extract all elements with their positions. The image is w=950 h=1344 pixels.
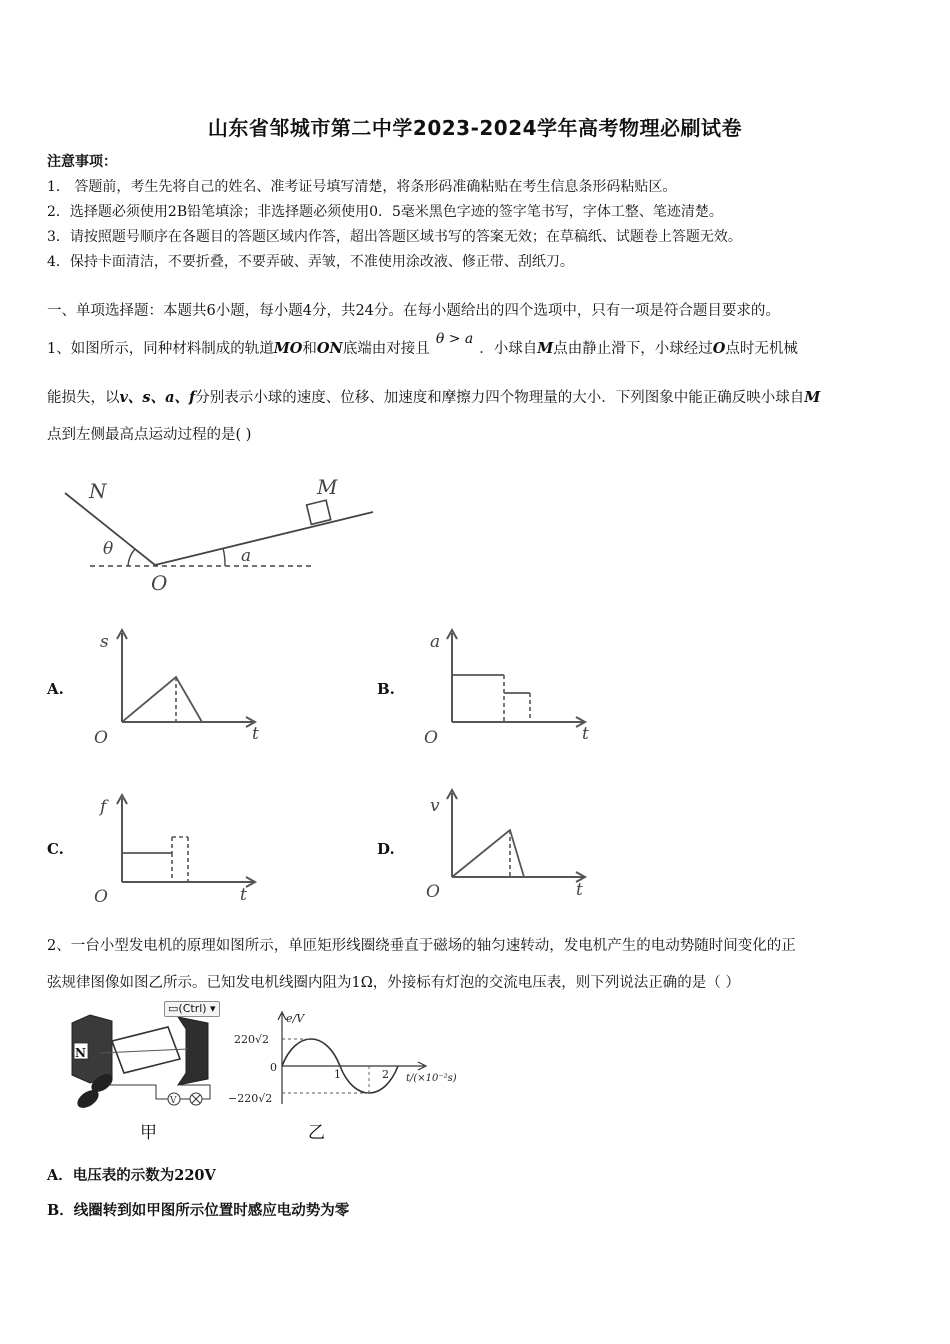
origin-label: O [424, 728, 438, 748]
tick-1-label: 1 [334, 1068, 341, 1081]
t-label: t [582, 724, 589, 744]
q1-o: O [712, 340, 726, 357]
emf-graph [226, 1008, 478, 1108]
svg-text:V: V [170, 1096, 177, 1106]
q2-line2: 弦规律图像如图乙所示。已知发电机线圈内阻为1Ω，外接标有灯泡的交流电压表，则下列说法正确的是（ ） [47, 975, 740, 991]
magnet-s-pole [178, 1017, 208, 1085]
q1-and: 和 [302, 341, 317, 357]
generator-figure [60, 1003, 240, 1111]
q1-m: M [537, 340, 554, 357]
track-mo [155, 512, 373, 565]
notice-item-3: 3．请按照题号顺序在各题目的答题区域内作答，超出答题区域书写的答案无效；在草稿纸、试题卷上答题无效。 [47, 229, 742, 245]
origin-label: O [426, 882, 440, 902]
q1-line3: 点到左侧最高点运动过程的是( ) [47, 427, 252, 443]
zero-label: 0 [270, 1061, 277, 1074]
origin-label: O [94, 728, 108, 748]
q1-text-e: 点时无机械 [725, 341, 798, 357]
y-label: v [430, 796, 440, 816]
peak-label: 220√2 [234, 1033, 270, 1046]
angle-alpha-arc [223, 548, 225, 566]
v-curve [452, 830, 524, 877]
q1-mo: MO [273, 340, 303, 357]
q1-option-d-graph [418, 785, 608, 905]
trough-label: −220√2 [228, 1092, 273, 1105]
label-alpha: a [241, 546, 252, 566]
q2-option-a: A．电压表的示数为220V [47, 1167, 216, 1184]
q1-text-a: 1、如图所示，同种材料制成的轨道 [47, 341, 274, 357]
q2-line1: 2、一台小型发电机的原理如图所示，单匝矩形线圈绕垂直于磁场的轴匀速转动，发电机产生的电动势随时间变化的正 [47, 938, 796, 954]
label-n: N [89, 479, 107, 503]
y-label: f [100, 797, 107, 817]
notice-item-1: 1． 答题前，考生先将自己的姓名、准考证号填写清楚，将条形码准确粘贴在考生信息条形码粘贴区。 [47, 179, 677, 195]
q1-text-g: 分别表示小球的速度、位移、加速度和摩擦力四个物理量的大小．下列图象中能正确反映小球自 [195, 390, 805, 406]
block-m [307, 500, 331, 524]
section-heading: 一、单项选择题：本题共6小题，每小题4分，共24分。在每小题给出的四个选项中，只有一项是符合题目要求的。 [47, 303, 780, 319]
origin-label: O [94, 887, 108, 907]
q1-option-a-graph [88, 625, 278, 750]
q1-on: ON [316, 340, 343, 357]
e-axis-label: e/V [286, 1012, 305, 1025]
q2-option-b: B．线圈转到如甲图所示位置时感应电动势为零 [47, 1202, 350, 1219]
q1-option-b-graph [418, 625, 608, 750]
y-label: s [100, 632, 109, 652]
label-m: M [317, 475, 338, 499]
q1-option-b-label: B. [377, 680, 395, 698]
q1-option-d-label: D. [377, 840, 395, 858]
figure-yi-caption: 乙 [308, 1123, 325, 1143]
q1-text-f: 能损失，以 [47, 390, 120, 406]
q1-text-b: 底端由对接且 [342, 341, 430, 357]
q1-text-d: 点由静止滑下，小球经过 [553, 341, 713, 357]
notice-item-4: 4．保持卡面清洁，不要折叠，不要弄破、弄皱，不准使用涂改液、修正带、刮纸刀。 [47, 254, 574, 270]
paste-options-label: (Ctrl) ▾ [178, 1002, 216, 1015]
y-label: a [430, 632, 441, 652]
q1-vars: v、s、a、f [119, 389, 196, 406]
paste-options-button[interactable] [164, 1001, 220, 1017]
rotation-axis [100, 1049, 188, 1053]
t-label: t [576, 880, 583, 900]
label-o: O [151, 571, 168, 595]
magnet-n-label: N [75, 1046, 86, 1060]
label-theta: θ [103, 539, 114, 559]
t-label: t [240, 885, 247, 905]
s-curve [122, 677, 202, 722]
q1-line2 [47, 387, 820, 409]
q1-m2: M [804, 389, 821, 406]
page-title: 山东省邹城市第二中学2023-2024学年高考物理必刷试卷 [207, 116, 743, 140]
angle-theta-arc [128, 549, 135, 566]
notice-item-2: 2．选择题必须使用2B铅笔填涂；非选择题必须使用0．5毫米黑色字迹的签字笔书写，字体工整、笔迹清楚。 [47, 204, 723, 220]
q1-option-a-label: A. [47, 680, 64, 698]
notice-heading: 注意事项： [47, 154, 117, 170]
tick-2-label: 2 [382, 1068, 389, 1081]
clipboard-icon: ▭ [168, 1002, 179, 1015]
q1-text-c: ．小球自 [479, 341, 538, 357]
q1-option-c-label: C. [47, 840, 64, 858]
t-axis-label: t/(×10⁻²s) [406, 1073, 457, 1084]
q1-option-c-graph [88, 790, 278, 910]
q1-track-figure [55, 470, 385, 595]
q1-condition: θ > a [435, 331, 474, 347]
q1-line1 [47, 331, 798, 360]
figure-jia-caption: 甲 [140, 1123, 157, 1143]
t-label: t [252, 724, 259, 744]
